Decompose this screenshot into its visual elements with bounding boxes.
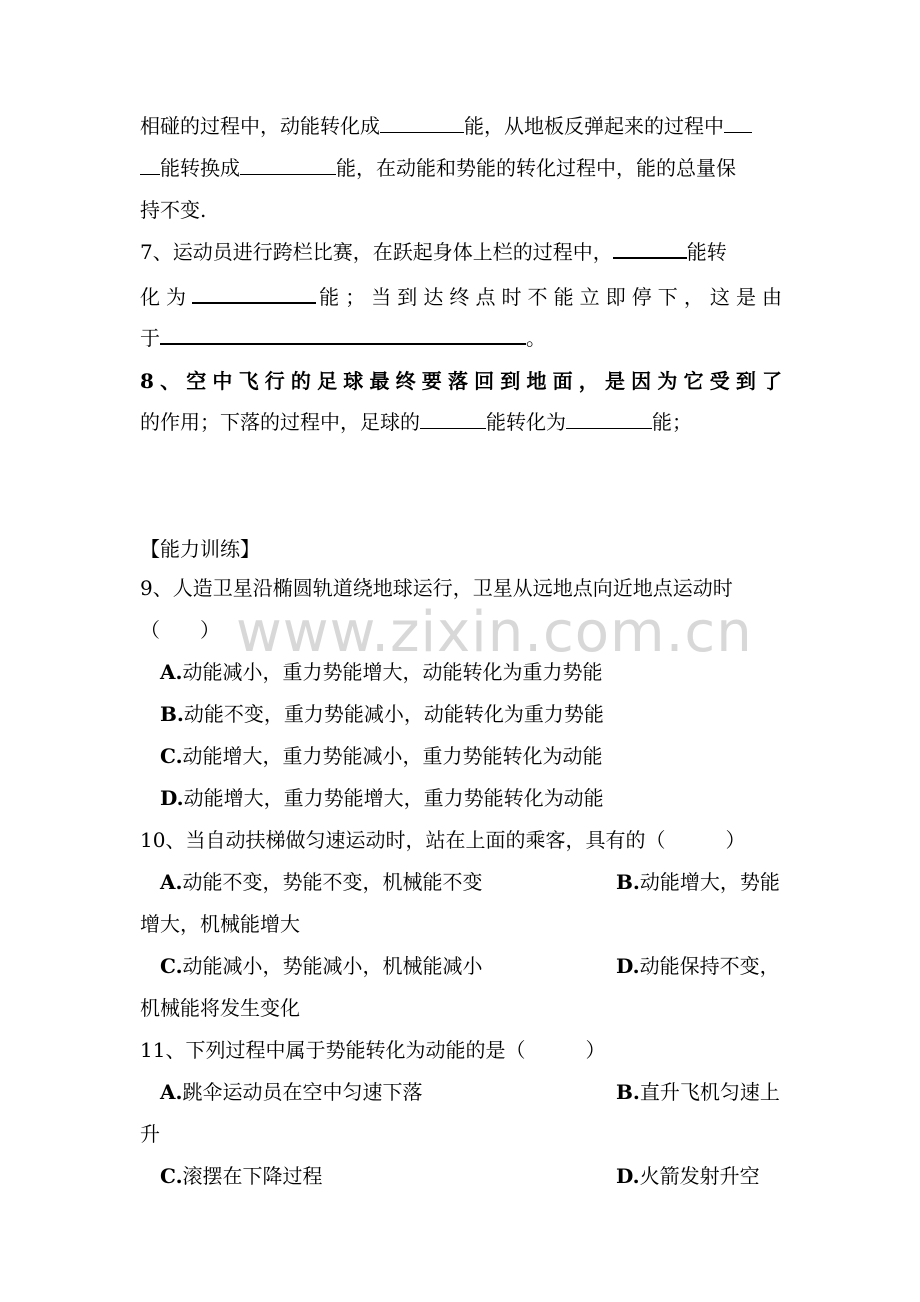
- q9-option-b: [160, 701, 785, 727]
- option-letter: C.: [160, 744, 183, 768]
- question-7-text: 于: [140, 326, 160, 350]
- option-text: 动能不变，重力势能减小，动能转化为重力势能: [183, 702, 604, 726]
- option-letter: B.: [616, 870, 640, 894]
- question-8-text: 能转化为: [486, 410, 566, 434]
- q10-option-b: [616, 869, 791, 895]
- q10-option-d-cont: 机械能将发生变化: [140, 996, 300, 1020]
- option-letter: B.: [160, 702, 184, 726]
- option-text: 滚摆在下降过程: [182, 1164, 323, 1188]
- answer-blank: [724, 114, 752, 133]
- watermark: www.zixin.com.cn: [236, 600, 753, 665]
- option-letter: C.: [160, 954, 183, 978]
- option-text: 直升飞机匀速上: [639, 1080, 780, 1104]
- option-letter: A.: [160, 1080, 183, 1104]
- text-line: [140, 155, 785, 181]
- text-line: 持不变.: [140, 198, 207, 222]
- question-8-text: 能；: [652, 410, 692, 434]
- text-segment: 相碰的过程中，动能转化成: [140, 114, 380, 138]
- option-letter: B.: [616, 1080, 640, 1104]
- q9-option-c: [160, 743, 785, 769]
- text-segment: 能转换成: [160, 156, 240, 180]
- question-7-line: [140, 325, 785, 351]
- question-7-text: 化为: [140, 285, 193, 309]
- option-letter: A.: [160, 660, 183, 684]
- option-letter: A.: [160, 870, 183, 894]
- q10-option-d: [616, 953, 791, 979]
- answer-blank: [240, 156, 336, 175]
- question-10-stem: 10、当自动扶梯做匀速运动时，站在上面的乘客，具有的（ ）: [140, 828, 746, 852]
- option-text: 动能减小，势能减小，机械能减小: [182, 954, 483, 978]
- option-letter: D.: [160, 786, 184, 810]
- answer-blank: [566, 410, 652, 429]
- question-7-text: 能转: [686, 240, 727, 264]
- q10-option-b-cont: 增大，机械能增大: [140, 912, 300, 936]
- option-text: 动能增大，重力势能减小，重力势能转化为动能: [182, 744, 603, 768]
- text-segment: 能，在动能和势能的转化过程中，能的总量保: [336, 156, 736, 180]
- question-8-text: 的作用；下落的过程中，足球的: [140, 410, 420, 434]
- q9-option-a: [160, 659, 785, 685]
- option-text: 动能减小，重力势能增大，动能转化为重力势能: [182, 660, 603, 684]
- q11-option-b-cont: 升: [140, 1122, 160, 1146]
- question-7-text: 能；当到达终点时不能立即停下，这是由: [316, 285, 786, 309]
- question-8-text: 8、空中飞行的足球最终要落回到地面，是因为它受到了: [140, 369, 785, 393]
- question-9-stem: 9、人造卫星沿椭圆轨道绕地球运行，卫星从远地点向近地点运动时: [140, 576, 733, 600]
- text-line: [140, 113, 785, 139]
- option-text: 跳伞运动员在空中匀速下落: [182, 1080, 423, 1104]
- option-letter: D.: [616, 954, 640, 978]
- answer-blank: [613, 239, 687, 259]
- q11-option-b: [616, 1079, 791, 1105]
- option-letter: C.: [160, 1164, 183, 1188]
- q9-option-d: [160, 785, 785, 811]
- option-text: 动能保持不变，: [639, 954, 780, 978]
- question-8-line: [140, 409, 785, 435]
- question-8: [140, 368, 785, 394]
- text-segment: 能，从地板反弹起来的过程中: [464, 114, 724, 138]
- question-7-text: 。: [526, 326, 546, 350]
- answer-blank: [192, 284, 316, 304]
- option-letter: D.: [616, 1164, 640, 1188]
- answer-blank: [380, 114, 464, 133]
- answer-blank: [140, 156, 160, 175]
- option-text: 动能增大，势能: [639, 870, 780, 894]
- option-text: 火箭发射升空: [639, 1164, 760, 1188]
- option-text: 动能不变，势能不变，机械能不变: [182, 870, 483, 894]
- q11-option-d: [616, 1163, 791, 1189]
- section-title: 【能力训练】: [140, 537, 260, 561]
- question-9-paren: （ ）: [140, 618, 220, 642]
- question-11-stem: 11、下列过程中属于势能转化为动能的是（ ）: [140, 1038, 606, 1062]
- question-7: [140, 239, 785, 265]
- question-7-line: [140, 284, 785, 310]
- answer-blank: [160, 325, 526, 345]
- question-7-text: 7、运动员进行跨栏比赛，在跃起身体上栏的过程中，: [140, 240, 613, 264]
- option-text: 动能增大，重力势能增大，重力势能转化为动能: [183, 786, 604, 810]
- answer-blank: [420, 410, 486, 429]
